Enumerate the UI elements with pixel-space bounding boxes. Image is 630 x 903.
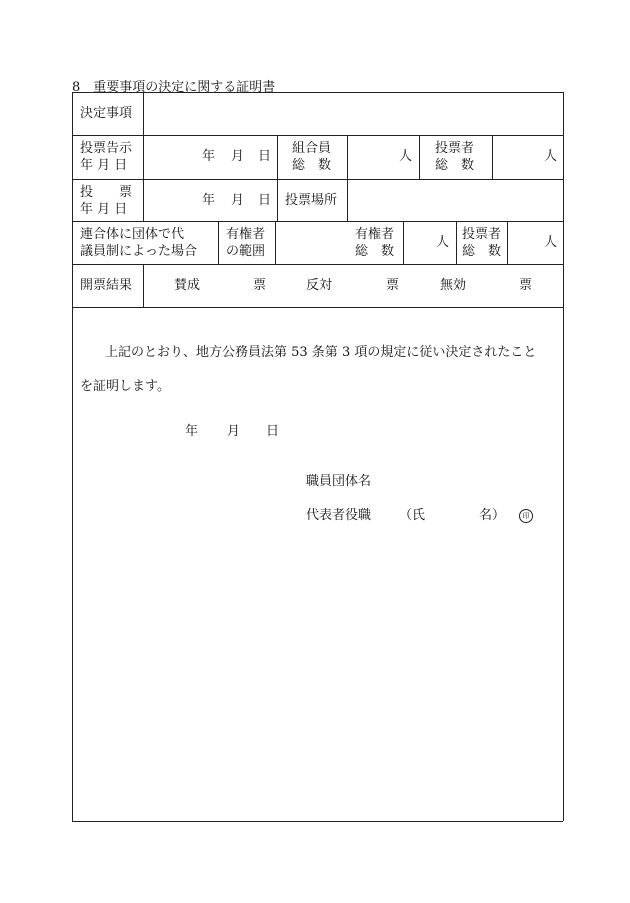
decision-label: 決定事項 [80, 106, 133, 121]
table-line [72, 135, 563, 136]
notice-day-unit: 日 [258, 149, 272, 164]
vote-place-label: 投票場所 [285, 193, 338, 208]
federation-label-2: 議員制によった場合 [80, 244, 198, 259]
federation-voters-unit: 人 [544, 235, 558, 250]
table-line [72, 307, 563, 308]
members-person-unit: 人 [399, 149, 413, 164]
members-total-label: 組合員 [292, 141, 332, 156]
certificate-text-line2: を証明します。 [80, 379, 170, 394]
table-line [507, 221, 508, 264]
vote-year-unit: 年 [202, 193, 216, 208]
vote-day-unit: 日 [258, 193, 272, 208]
invalid-vote-unit: 票 [519, 278, 533, 293]
table-line [403, 221, 404, 264]
name-close-label: 名） [479, 508, 506, 523]
table-line [563, 92, 564, 821]
table-line [143, 179, 144, 221]
vote-date-label: 投 票 [80, 185, 133, 200]
eligible-total-label-2: 総 数 [355, 244, 395, 259]
table-line [456, 221, 457, 264]
seal-icon: 印 [519, 509, 533, 523]
members-total-label-2: 総 数 [292, 158, 332, 173]
table-line [72, 821, 563, 822]
representative-title-label: 代表者役職 [306, 508, 372, 523]
notice-date-label: 投票告示 [80, 141, 133, 156]
result-label: 開票結果 [80, 278, 133, 293]
federation-label: 連合体に団体で代 [80, 227, 185, 242]
invalid-label: 無効 [440, 278, 467, 293]
name-open-label: （氏 [399, 508, 426, 523]
table-line [492, 135, 493, 179]
eligible-scope-label-2: の範囲 [226, 244, 266, 259]
eligible-person-unit: 人 [436, 235, 450, 250]
certificate-year-unit: 年 [185, 424, 199, 439]
table-line [419, 135, 420, 179]
federation-voters-label: 投票者 [462, 227, 502, 242]
voters-person-unit: 人 [544, 149, 558, 164]
against-vote-unit: 票 [386, 278, 400, 293]
vote-month-unit: 月 [231, 193, 245, 208]
voters-total-label: 投票者 [435, 141, 475, 156]
voters-total-label-2: 総 数 [435, 158, 475, 173]
certificate-text-line1: 上記のとおり、地方公務員法第 53 条第 3 項の規定に従い決定されたこと [105, 345, 537, 360]
notice-date-label-ymd: 年 月 日 [80, 158, 128, 173]
document-title: 8 重要事項の決定に関する証明書 [72, 80, 276, 95]
table-line [72, 92, 73, 821]
notice-year-unit: 年 [202, 149, 216, 164]
table-line [143, 264, 144, 307]
decision-field[interactable] [144, 93, 562, 134]
table-line [277, 135, 278, 221]
certificate-month-unit: 月 [227, 424, 241, 439]
certificate-day-unit: 日 [266, 424, 280, 439]
for-label: 賛成 [174, 278, 201, 293]
notice-month-unit: 月 [231, 149, 245, 164]
vote-place-field[interactable] [348, 180, 562, 220]
table-line [218, 221, 219, 264]
eligible-scope-label: 有権者 [226, 227, 266, 242]
federation-voters-label-2: 総 数 [462, 244, 502, 259]
org-name-label: 職員団体名 [306, 474, 372, 489]
for-vote-unit: 票 [253, 278, 267, 293]
eligible-total-label: 有権者 [355, 227, 395, 242]
against-label: 反対 [306, 278, 333, 293]
vote-date-label-ymd: 年 月 日 [80, 202, 128, 217]
table-line [72, 264, 563, 265]
